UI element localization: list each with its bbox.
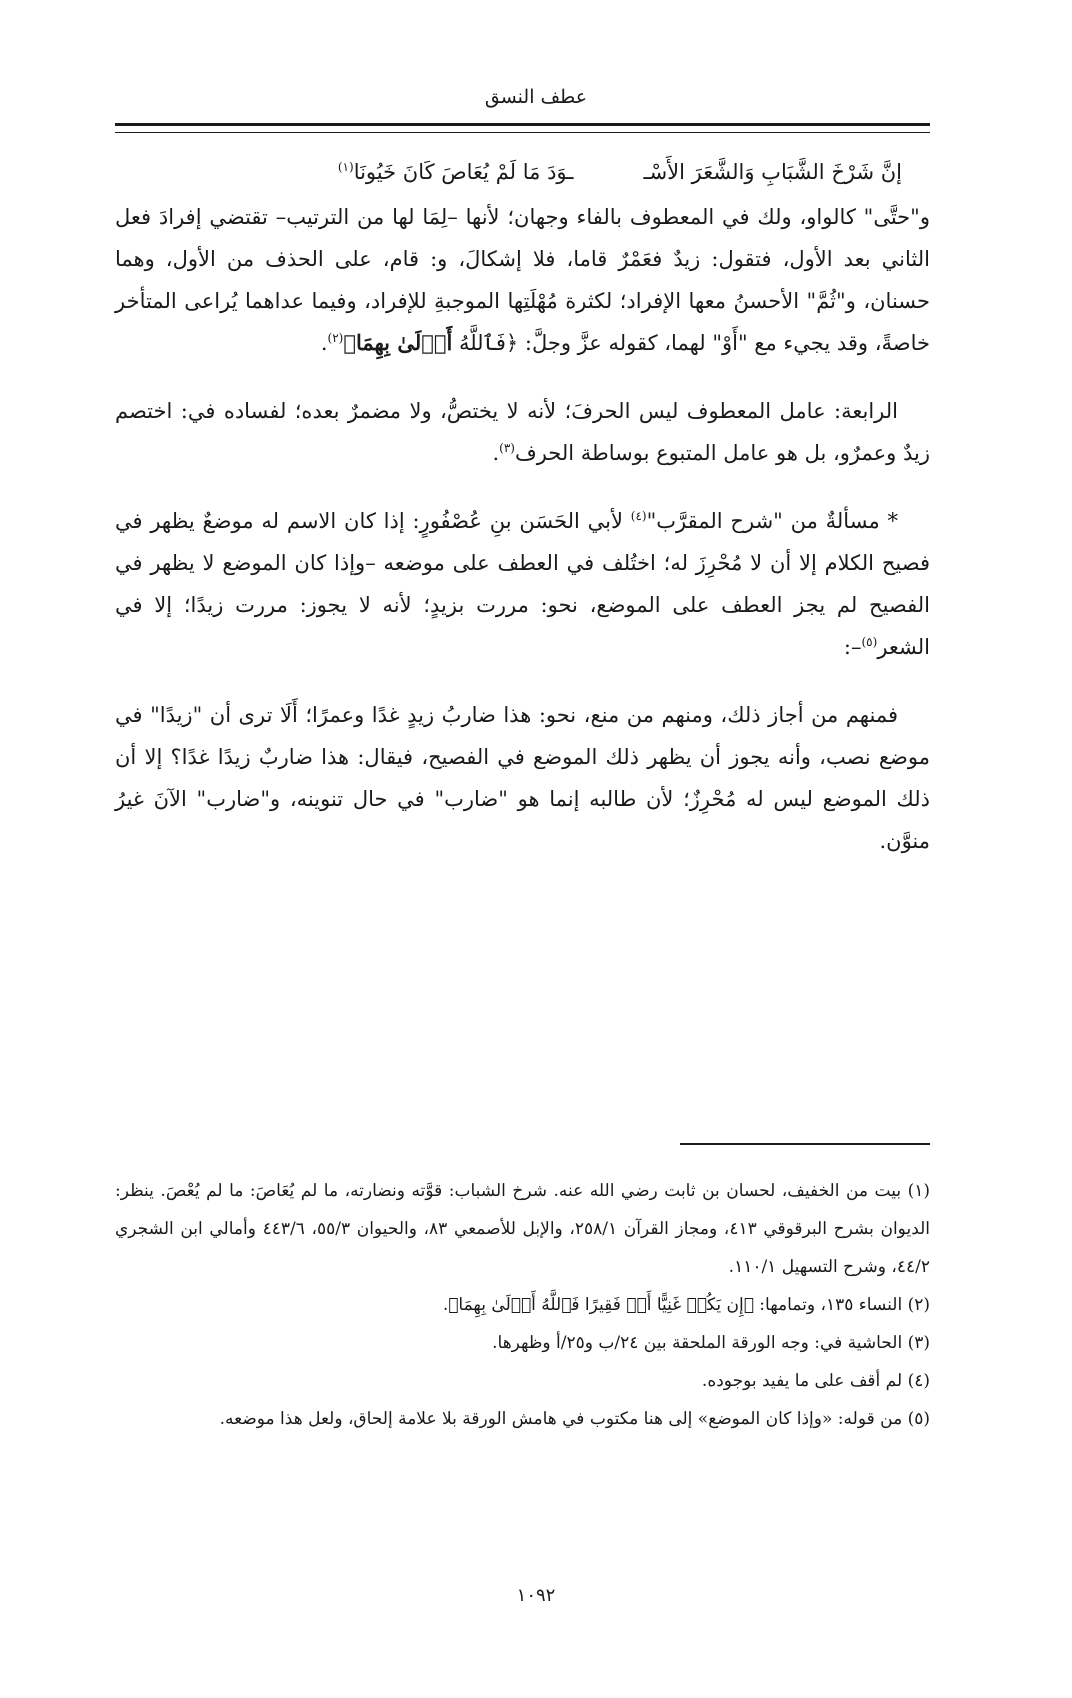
footnote-ref: (٣) <box>499 441 515 455</box>
header-rule-thick <box>115 123 930 126</box>
footnote-ref: (٢) <box>327 331 344 345</box>
page-number: ١٠٩٢ <box>516 1585 556 1606</box>
paragraph: * مسألةٌ من "شرح المقرَّب"$^{(٤)}$ لأبي الحَسَن بنِ عُصْفُورٍ: إذا كان الاسم له موضعٌ يظهر في فصيح الكلام إلا أن لا مُحْرِزَ له؛ اختُلف في العطف على موضعه –وإذا كان الموضع لا يظهر في الفصيح لم يجز العطف على الموضع، نحو: مررت بزيدٍ؛ لأنه لا يجوز: مررت زيدًا؛ إلا في الشعر$^{(٥)}$–: <box>115 509 930 659</box>
poetry-verse <box>115 152 930 196</box>
footnote-ref: (٥) <box>861 635 878 649</box>
verse-first-hemistich: إنَّ شَرْخَ الشَّبَابِ وَالشَّعَرَ الأَسْـ <box>643 160 902 184</box>
header-rule-thin <box>115 132 930 133</box>
footnote: (٣) الحاشية في: وجه الورقة الملحقة بين ٢٤/ب و٢٥/أ وظهرها. <box>492 1333 930 1353</box>
paragraph: الرابعة: عامل المعطوف ليس الحرفَ؛ لأنه لا يختصُّ، ولا مضمرٌ بعده؛ لفساده في: اختصم زيدٌ وعمرٌو، بل هو عامل المتبوع بوساطة الحرف$^{(٣)}$. <box>115 399 930 465</box>
footnote-ref: (٤) <box>630 509 647 523</box>
footnote: (٥) من قوله: «وإذا كان الموضع» إلى هنا مكتوب في هامش الورقة بلا علامة إلحاق، ولعل هذا موضعه. <box>219 1409 930 1429</box>
main-text <box>115 152 930 862</box>
footnotes <box>115 1172 930 1438</box>
running-title: عطف النسق <box>484 86 588 108</box>
paragraph: فمنهم من أجاز ذلك، ومنهم من منع، نحو: هذا ضاربُ زيدٍ غدًا وعمرًا؛ أَلَا ترى أن "زيدًا" في موضع نصب، وأنه يجوز أن يظهر ذلك الموضع في الفصيح، فيقال: هذا ضاربٌ زيدًا غدًا؟ إلا أن ذلك الموضع ليس له مُحْرِزٌ؛ لأن طالبه إنما هو "ضارب" في حال تنوينه، و"ضارب" الآنَ غيرُ منوَّن. <box>115 703 931 853</box>
footnote: (١) بيت من الخفيف، لحسان بن ثابت رضي الله عنه. شرخ الشباب: قوَّته ونضارته، ما لم يُعَاصَ: ما لم يُعْصَ. ينظر: الديوان بشرح البرقوقي ٤١٣، ومجاز القرآن ٢٥٨/١، والإبل للأصمعي ٨٣، والحيوان ٥٥/٣، ٤٤٣/٦ وأمالي ابن الشجري ٤٤/٢، وشرح التسهيل ١١٠/١. <box>115 1181 931 1277</box>
footnote-separator <box>680 1143 930 1145</box>
quran-quote: أَوۡلَىٰ بِهِمَا﴾ <box>343 330 453 355</box>
footnote: (٢) النساء ١٣٥، وتمامها: ﴿إِن يَكُنۡ غَنِيًّا أَوۡ فَقِيرًا فَٱللَّهُ أَوۡلَىٰ بِهِمَا﴾. <box>442 1295 930 1315</box>
verse-second-hemistich: ـوَدَ مَا لَمْ يُعَاصَ كَانَ خَيُونَا$^{(١)}$ <box>337 160 574 184</box>
paragraph: و"حتَّى" كالواو، ولك في المعطوف بالفاء وجهان؛ لأنها –لِمَا لها من الترتيب– تقتضي إفرادَ فعل الثاني بعد الأول، فتقول: زيدٌ فعَمْرٌ قاما، فلا إشكالَ، و: قام، على الحذف من الأول، وهما حسنان، و"ثُمَّ" الأحسنُ معها الإفراد؛ لكثرة مُهْلَتِها الموجبةِ للإفراد، وفيما عداهما يُراعى المتأخر خاصةً، وقد يجيء مع "أَوْ" لهما، كقوله عزَّ وجلَّ: ﴿فَٱللَّهُ أَوۡلَىٰ بِهِمَا﴾$^{(٢)}$. <box>115 205 930 355</box>
footnote-ref: (١) <box>337 160 354 174</box>
footnote: (٤) لم أقف على ما يفيد بوجوده. <box>701 1371 930 1391</box>
